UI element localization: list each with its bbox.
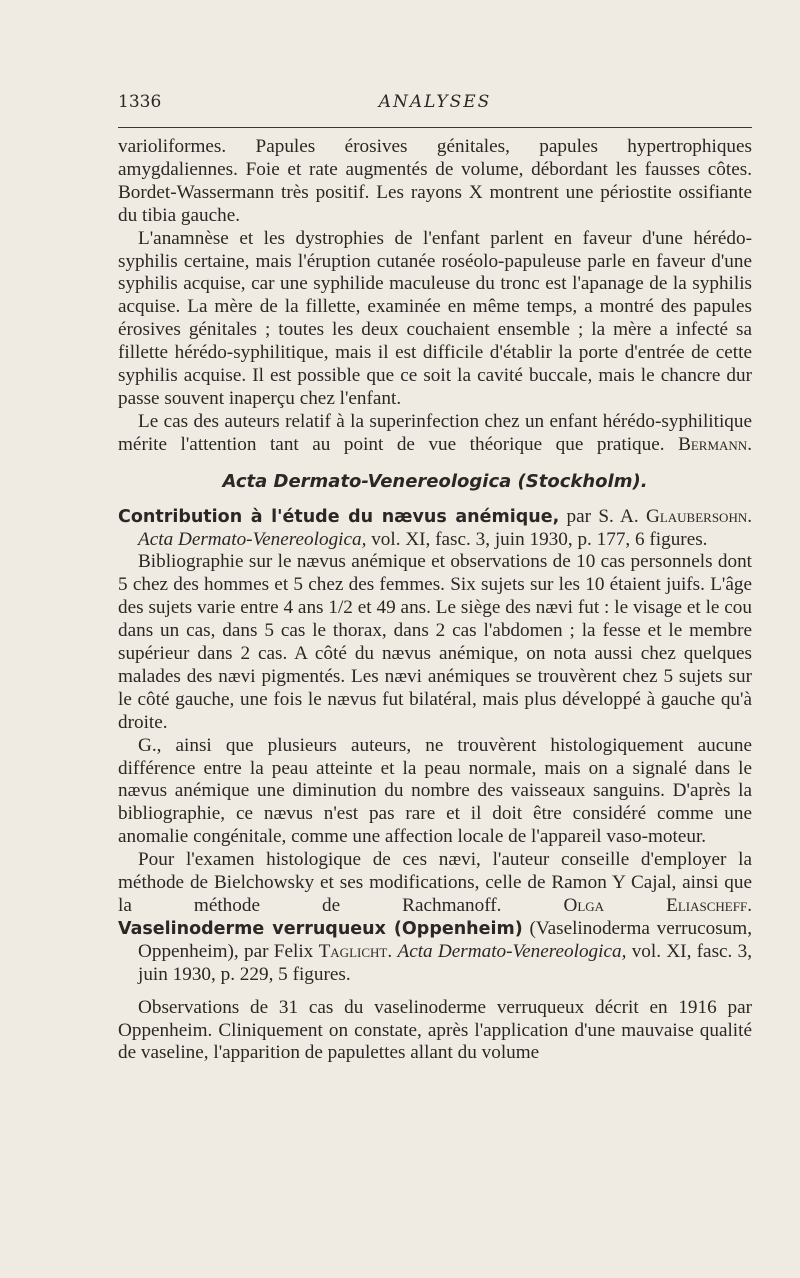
- header-rule: [118, 127, 752, 128]
- article-title-block: [118, 918, 752, 987]
- article-subtitle: (Vaselinoderma verrucosum, Oppenheim), par Felix: [138, 917, 752, 962]
- page-body: [118, 136, 752, 1065]
- article-title: Vaselinoderme verruqueux (Oppenheim): [118, 918, 523, 939]
- paragraph-text: Pour l'examen histologique de ces nævi, l'auteur conseille d'employer la méthode de Bielchowsky et ses modifications, celle de Ramon Y Cajal, ainsi que la méthode de Rachmanoff.: [118, 849, 752, 916]
- page-number: 1336: [118, 92, 162, 112]
- running-title: ANALYSES: [378, 92, 492, 112]
- article-reference: vol. XI, fasc. 3, juin 1930, p. 177, 6 figures.: [371, 528, 708, 550]
- paragraph-with-signature: [118, 411, 752, 457]
- article-reference: vol. XI, fasc. 3, juin 1930, p. 229, 5 figures.: [138, 940, 753, 985]
- signature: Bermann.: [678, 433, 752, 455]
- paragraph-text: Le cas des auteurs relatif à la superinfection chez un enfant hérédo-syphilitique mérite l'attention tant au point de vue théorique que pratique.: [118, 410, 752, 455]
- signature: Olga Eliascheff.: [563, 895, 752, 916]
- article-by: par S. A.: [566, 505, 639, 527]
- journal-heading: Acta Dermato-Venereologica (Stockholm).: [222, 470, 648, 492]
- paragraph: L'anamnèse et les dystrophies de l'enfant parlent en faveur d'une hérédo-syphilis certaine, mais l'éruption cutanée roséolo-papuleuse parle en faveur d'une syphilis acquise, car une syphilide maculeuse du tronc est l'apanage de la syphilis acquise. La mère de la fillette, examinée en même temps, a montré des papules érosives génitales ; toutes les deux couchaient ensemble ; la mère a infecté sa fillette hérédo-syphilitique, mais il est difficile d'établir la porte d'entrée de cette syphilis acquise. Il est possible que ce soit la cavité buccale, mais le chancre dur passe souvent inaperçu chez l'enfant.: [118, 227, 752, 409]
- paragraph: Bibliographie sur le nævus anémique et observations de 10 cas personnels dont 5 chez des hommes et 5 chez des femmes. Six sujets sur les 10 étaient juifs. L'âge des sujets varie entre 4 ans 1/2 et 49 ans. Le siège des nævi fut : le visage et le cou dans un cas, dans 5 cas le thorax, dans 2 cas l'abdomen ; la fesse et le membre supérieur dans 2 cas. A côté du nævus anémique, on nota aussi chez quelques malades des nævi pigmentés. Les nævi anémiques se trouvèrent chez 5 sujets sur le côté gauche, une fois le nævus fut bilatéral, mais plus développé à gauche qu'à droite.: [118, 551, 752, 733]
- article-title-block: [118, 506, 752, 552]
- article-author: Glaubersohn.: [645, 505, 753, 527]
- paragraph-with-signature: [118, 849, 752, 918]
- article-title: Contribution à l'étude du nævus anémique,: [118, 506, 560, 527]
- page-header: [118, 92, 752, 120]
- article-journal: Acta Dermato-Venereologica,: [397, 940, 627, 962]
- article-journal: Acta Dermato-Venereologica,: [138, 528, 367, 550]
- paragraph: G., ainsi que plusieurs auteurs, ne trouvèrent histologiquement aucune différence entre la peau atteinte et la peau normale, mais on a signalé dans le nævus anémique une diminution du nombre des vaisseaux sanguins. D'après la bibliographie, ce nævus n'est pas rare et il doit être considéré comme une anomalie congénitale, comme une affection locale de l'appareil vaso-moteur.: [118, 734, 752, 848]
- paragraph: varioliformes. Papules érosives génitales, papules hypertrophiques amygdaliennes. Foie et rate augmentés de volume, débordant les fausses côtes. Bordet-Wassermann très positif. Les rayons X montrent une périostite ossifiante du tibia gauche.: [118, 136, 752, 226]
- article-author: Taglicht.: [318, 940, 393, 962]
- paragraph: Observations de 31 cas du vaselinoderme verruqueux décrit en 1916 par Oppenheim. Cliniquement on constate, après l'application d'une mauvaise qualité de vaseline, l'apparition de papulettes allant du volume: [118, 996, 752, 1064]
